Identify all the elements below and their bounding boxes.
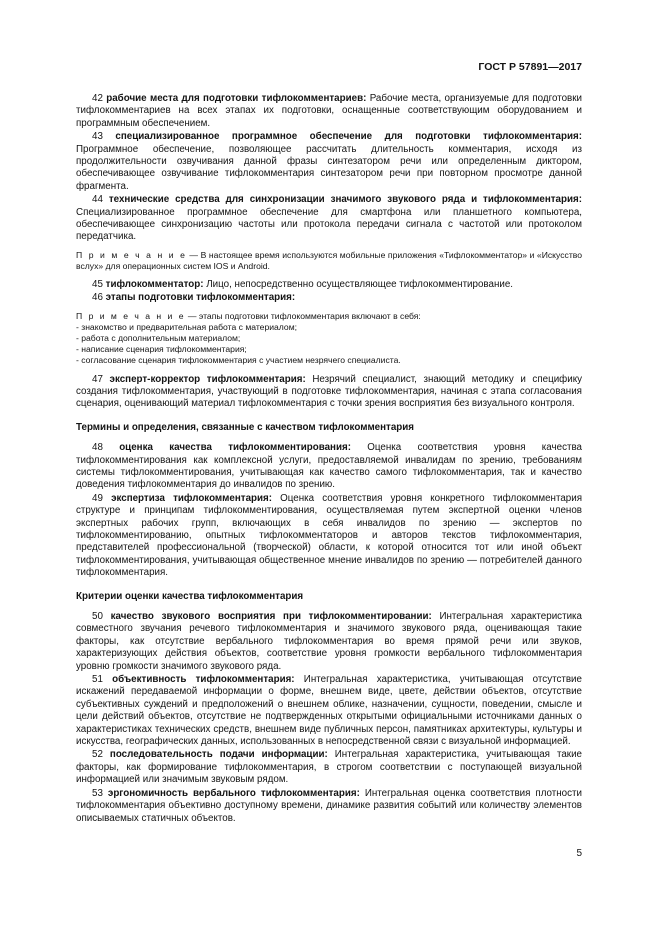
- entry-term: оценка качества тифлокомментирования:: [119, 442, 351, 454]
- document-header: ГОСТ Р 57891—2017: [478, 61, 582, 73]
- entry-term: объективность тифлокомментария:: [112, 674, 295, 686]
- entry-47: [76, 374, 582, 411]
- entry-definition: Оценка соответствия уровня качества тифлокомментирования как комплексной услуги, предоставляемой инвалидам по зрению, требованиям системы тифлокомментирования, учитывающая как качество самого тифлокомментария, так и качество доведения тифлокомментария до инвалидов по зрению.: [76, 442, 582, 491]
- entry-term: рабочие места для подготовки тифлокомментариев:: [106, 93, 367, 104]
- entry-43: [76, 131, 582, 193]
- entry-definition: Рабочие места, организуемые для подготовки тифлокомментариев на всех этапах их подготовки, оснащенные соответствующим оборудованием и программным обеспечением.: [76, 93, 582, 129]
- entry-number: 53: [92, 787, 103, 799]
- entry-definition: Интегральная характеристика, учитывающая такие факторы, как формирование тифлокомментария, в строгом соответствии с поступающей визуальной информацией или значимым звуковым рядом.: [76, 749, 583, 786]
- page-number: 5: [576, 848, 582, 859]
- entry-term: экспертиза тифлокомментария:: [111, 492, 273, 504]
- list-item: - работа с дополнительным материалом;: [76, 332, 241, 343]
- entry-number: 47: [92, 373, 103, 385]
- entry-term: тифлокомментатор:: [105, 278, 204, 290]
- entry-definition: Программное обеспечение, позволяющее рассчитать длительность комментария, исходя из продолжительности озвучивания данной фразы синтезатором речи или определенным диктором, обеспечивающее озвучивание тифлокомментария синтезатором речи при повторном просмотре данной фрагмента.: [76, 143, 582, 192]
- note-intro: [76, 311, 582, 322]
- entry-term: качество звукового восприятия при тифлокомментировании:: [110, 611, 432, 623]
- entry-45: [76, 279, 582, 291]
- entry-51: [76, 674, 582, 748]
- entry-number: 45: [92, 278, 103, 290]
- section-heading-quality-terms: Термины и определения, связанные с качеством тифлокомментария: [76, 421, 415, 433]
- entry-definition: Интегральная оценка соответствия плотности тифлокомментария объективно доступному времени, динамике развития событий или количеству элементов описываемых статичных объектов.: [76, 787, 582, 824]
- entry-48: [76, 442, 582, 492]
- note-44: [76, 250, 582, 273]
- entry-number: 48: [92, 442, 103, 454]
- entry-number: 46: [92, 292, 103, 304]
- note-46: [76, 311, 582, 367]
- section-heading-quality-criteria: Критерии оценки качества тифлокомментария: [76, 590, 304, 602]
- note-label: П р и м е ч а н и е: [76, 310, 186, 321]
- entry-53: [76, 788, 582, 825]
- entry-49: [76, 493, 582, 580]
- entry-50: [76, 611, 582, 673]
- entry-term: эксперт-корректор тифлокомментария:: [109, 373, 306, 385]
- document-body: [76, 93, 582, 825]
- entry-42: [76, 93, 582, 130]
- note-text: — В настоящее время используются мобильные приложения «Тифлокомментатор» и «Искусство вслух» для операционных систем IOS и Android.: [76, 249, 583, 272]
- entry-definition: Оценка соответствия уровня конкретного тифлокомментария структуре и принципам тифлокомментирования, осуществляемая путем экспертной оценки членов экспертных рабочих групп, включающих в себя инвалидов по зрению — экспертов по тифлокомментированию, опытных тифлокомментаторов и авторов текстов тифлокомментария, представителей профессиональной (творческой) области, к которой относится тот или иной объект тифлокомментирования, учитывающая общественное мнение инвалидов по зрению — потребителей данного тифлокомментария.: [76, 492, 582, 579]
- entry-definition: Незрячий специалист, знающий методику и специфику создания тифлокомментария, участвующий в подготовке тифлокомментария, начиная с этапа согласования сценария, оценивающий материал тифлокомментария с точки зрения восприятия без визуального контроля.: [76, 373, 582, 410]
- list-item: - написание сценария тифлокомментария;: [76, 344, 247, 355]
- entry-term: специализированное программное обеспечение для подготовки тифлокомментария:: [115, 131, 582, 143]
- entry-term: эргономичность вербального тифлокомментария:: [107, 787, 360, 799]
- entry-46: [76, 292, 582, 304]
- note-text: — этапы подготовки тифлокомментария включают в себя:: [185, 310, 421, 321]
- entry-number: 43: [92, 131, 103, 143]
- entry-term: технические средства для синхронизации значимого звукового ряда и тифлокомментария:: [108, 194, 582, 206]
- entry-52: [76, 749, 582, 786]
- entry-number: 42: [92, 93, 103, 104]
- entry-number: 51: [92, 674, 103, 686]
- entry-definition: Интегральная характеристика совместного звучания речевого тифлокомментария и значимого звукового ряда, оценивающая такие факторы, как отсутствие вербального тифлокомментария во время прямой речи или звуков, характеризующих действия объектов, соответствие уровня громкости вербального тифлокомментария уровню громкости значимого звукового ряда.: [76, 611, 582, 672]
- list-item: - согласование сценария тифлокомментария с участием незрячего специалиста.: [76, 355, 401, 366]
- entry-term: последовательность подачи информации:: [109, 749, 328, 761]
- entry-definition: Специализированное программное обеспечение для смартфона или планшетного компьютера, обеспечивающее синхронизацию частоты или протокола передачи сигнала с частотой или протоколом передатчика.: [76, 206, 582, 243]
- entry-term: этапы подготовки тифлокомментария:: [105, 292, 296, 304]
- entry-definition: Лицо, непосредственно осуществляющее тифлокомментирование.: [203, 278, 514, 290]
- note-label: П р и м е ч а н и е: [76, 249, 187, 260]
- entry-number: 52: [92, 749, 103, 761]
- entry-number: 44: [92, 194, 103, 206]
- entry-definition: Интегральная характеристика, учитывающая отсутствие искажений передаваемой информации о форме, внешнем виде, цвете, действии объектов, отсутствие субъективных суждений и предположений о внешнем облике, назначении, сущности, поведении, смысле и цели действий объектов, отсутствие не подтвержденных открытыми официальными источниками данных о характеристиках технических средств, внешнем виде публичных персон, памятниках архитектуры, культуры и искусства, географических данных, использованных в непосредственной связи с визуальной информацией.: [76, 674, 582, 748]
- entry-number: 49: [92, 492, 103, 504]
- entry-number: 50: [92, 611, 103, 623]
- list-item: - знакомство и предварительная работа с материалом;: [76, 321, 297, 332]
- entry-44: [76, 194, 582, 244]
